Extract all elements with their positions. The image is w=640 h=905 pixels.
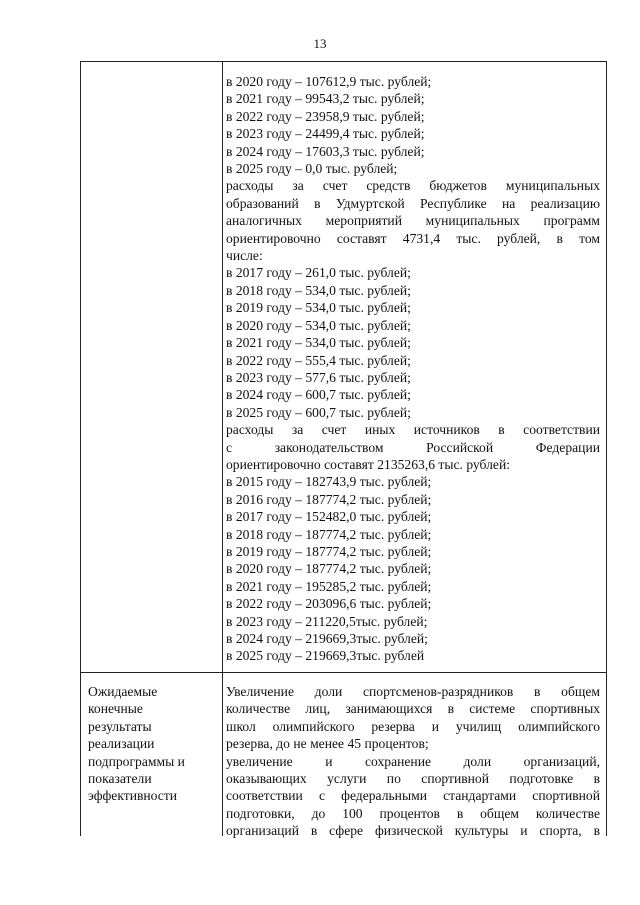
funding-cell (226, 73, 600, 665)
funding-line: в 2023 году – 577,6 тыс. рублей; (226, 369, 411, 385)
row-divider (80, 672, 607, 673)
label-line: результаты (88, 718, 152, 734)
funding-line: в 2018 году – 187774,2 тыс. рублей; (226, 526, 432, 542)
funding-line: в 2018 году – 534,0 тыс. рублей; (226, 282, 411, 298)
funding-line: образований в Удмуртской Республике на реализацию (226, 195, 600, 211)
funding-line: в 2022 году – 555,4 тыс. рублей; (226, 352, 411, 368)
funding-line: в 2024 году – 17603,3 тыс. рублей; (226, 143, 425, 159)
funding-line: в 2022 году – 203096,6 тыс. рублей; (226, 596, 432, 612)
funding-line: в 2015 году – 182743,9 тыс. рублей; (226, 474, 432, 490)
funding-line: расходы за счет средств бюджетов муниципальных (226, 178, 600, 194)
funding-line: расходы за счет иных источников в соответствии (226, 422, 600, 438)
funding-line: числе: (226, 248, 263, 264)
funding-line: в 2025 году – 600,7 тыс. рублей; (226, 404, 411, 420)
funding-line: в 2017 году – 152482,0 тыс. рублей; (226, 509, 432, 525)
funding-line: ориентировочно составят 2135263,6 тыс. рублей: (226, 456, 510, 472)
funding-line: в 2024 году – 219669,3тыс. рублей; (226, 631, 428, 646)
funding-line: в 2019 году – 187774,2 тыс. рублей; (226, 543, 432, 559)
funding-line: в 2021 году – 99543,2 тыс. рублей; (226, 91, 425, 107)
result-line: оказывающих услуги по спортивной подготовке в (226, 771, 600, 787)
label-line: конечные (88, 701, 143, 717)
result-line: соответствии с федеральными стандартами спортивной (226, 788, 600, 804)
expected-results-cell (226, 683, 600, 840)
table-top-border (80, 61, 607, 62)
funding-line: в 2017 году – 261,0 тыс. рублей; (226, 265, 411, 281)
label-line: Ожидаемые (88, 684, 158, 699)
funding-line: в 2019 году – 534,0 тыс. рублей; (226, 300, 411, 316)
funding-line: в 2016 году – 187774,2 тыс. рублей; (226, 491, 432, 507)
result-line: подготовки, до 100 процентов в общем количестве (226, 805, 600, 821)
label-line: показатели (88, 771, 152, 787)
expected-results-label (88, 683, 216, 805)
funding-line: в 2023 году – 24499,4 тыс. рублей; (226, 126, 425, 142)
page-number: 13 (313, 36, 327, 51)
funding-line: в 2022 году – 23958,9 тыс. рублей; (226, 108, 425, 124)
funding-line: в 2025 году – 219669,3тыс. рублей (226, 648, 425, 664)
funding-line: с законодательством Российской Федерации (226, 439, 600, 455)
funding-line: в 2020 году – 187774,2 тыс. рублей; (226, 561, 432, 577)
column-divider (222, 61, 223, 836)
funding-line: ориентировочно составят 4731,4 тыс. рублей, в том (226, 230, 600, 246)
funding-line: в 2025 году – 0,0 тыс. рублей; (226, 161, 398, 177)
result-line: школ олимпийского резерва и училищ олимпийского (226, 718, 600, 734)
table-left-border (80, 61, 81, 836)
result-line: количестве лиц, занимающихся в системе спортивных (226, 701, 600, 717)
result-line: Увеличение доли спортсменов-разрядников в общем (226, 684, 600, 699)
label-line: подпрограммы и (88, 753, 185, 769)
label-line: эффективности (88, 788, 178, 804)
funding-line: в 2023 году – 211220,5тыс. рублей; (226, 613, 428, 629)
funding-line: в 2024 году – 600,7 тыс. рублей; (226, 387, 411, 403)
funding-line: в 2020 году – 107612,9 тыс. рублей; (226, 74, 432, 89)
label-line: реализации (88, 736, 155, 752)
result-line: резерва, до не менее 45 процентов; (226, 736, 429, 752)
result-line: организаций в сфере физической культуры и спорта, в (226, 823, 600, 839)
result-line: увеличение и сохранение доли организаций, (226, 753, 600, 769)
funding-line: в 2020 году – 534,0 тыс. рублей; (226, 317, 411, 333)
table-right-border (606, 61, 607, 836)
funding-line: аналогичных мероприятий муниципальных программ (226, 213, 600, 229)
funding-line: в 2021 году – 195285,2 тыс. рублей; (226, 578, 432, 594)
funding-line: в 2021 году – 534,0 тыс. рублей; (226, 335, 411, 351)
